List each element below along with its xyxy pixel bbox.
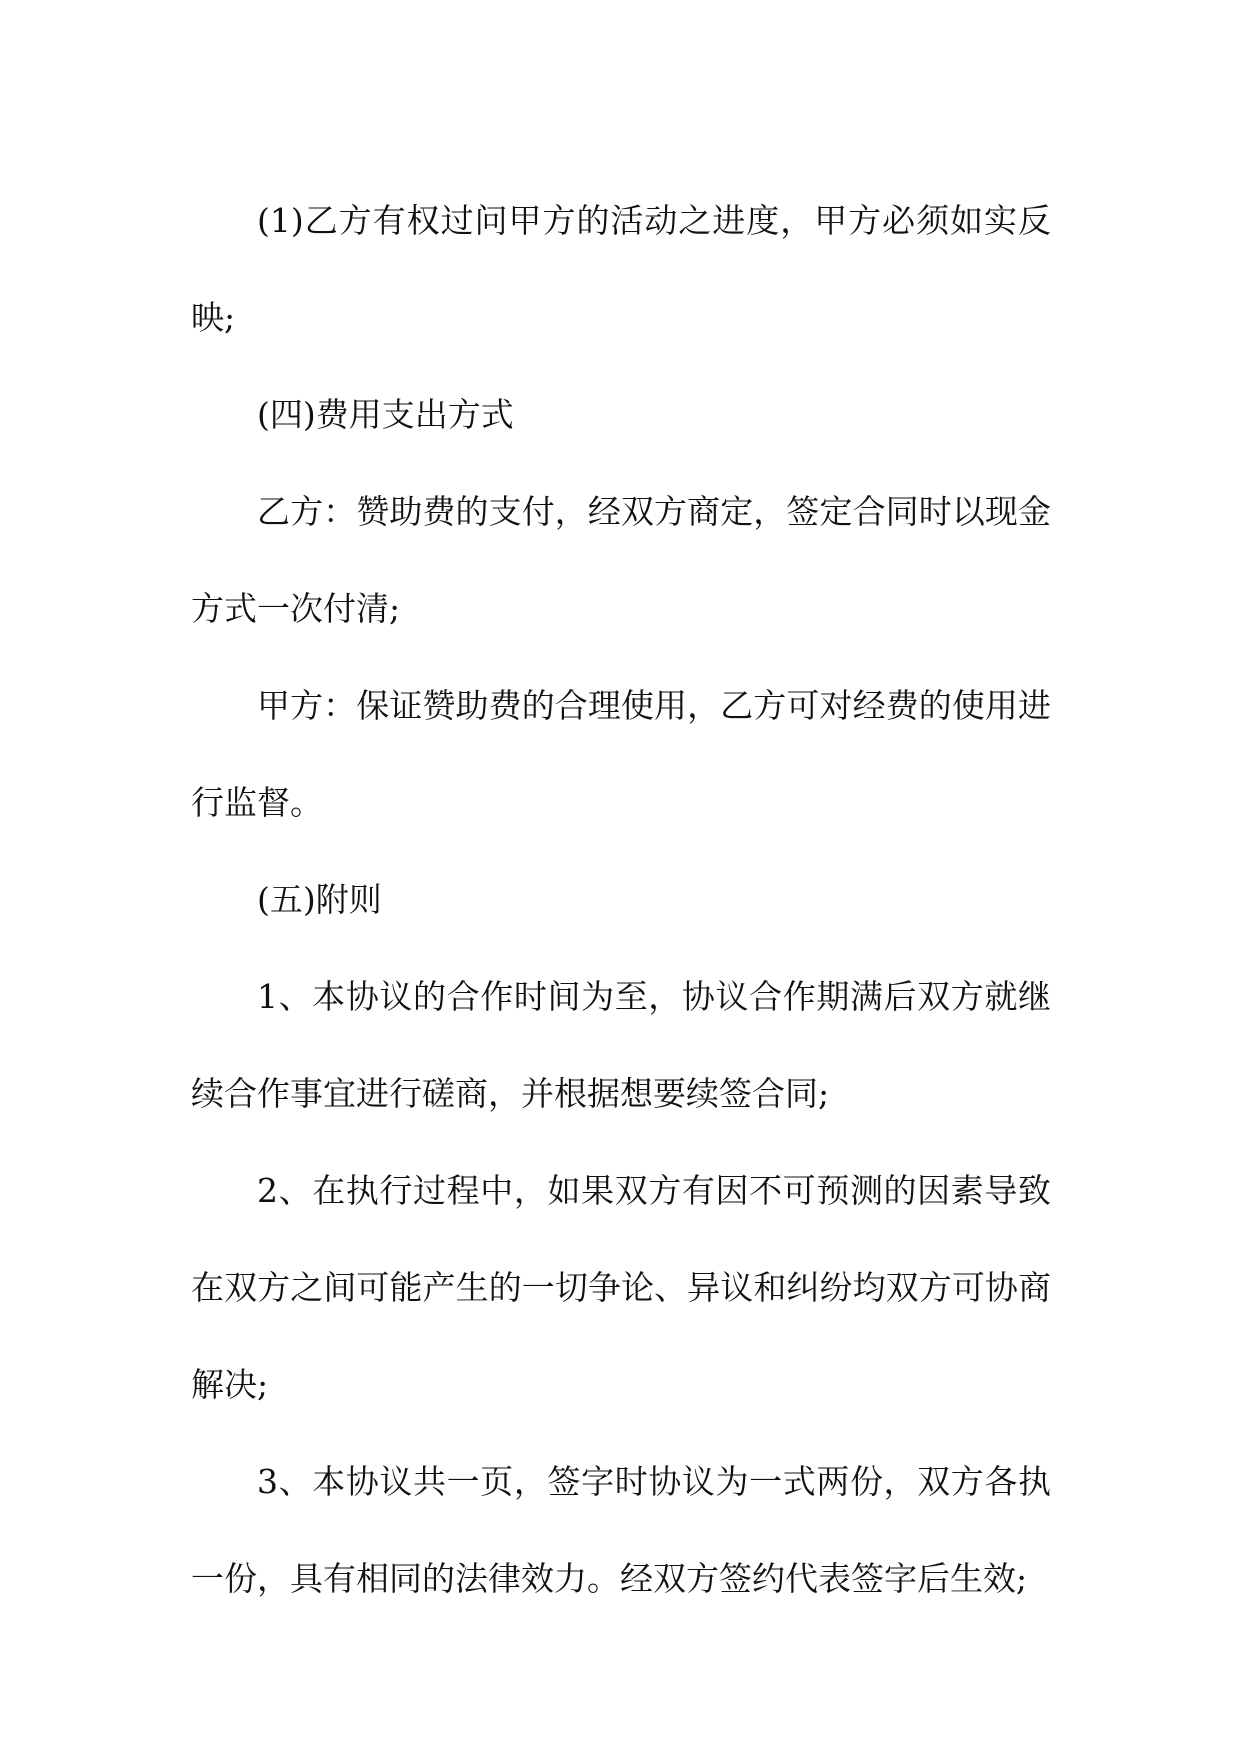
section-heading-expense-payment: (四)费用支出方式 bbox=[257, 395, 514, 434]
paragraph-party-a-usage: 甲方：保证赞助费的合理使用，乙方可对经费的使用进行监督。 bbox=[191, 686, 1051, 822]
paragraph-clause-1: 1、本协议的合作时间为至，协议合作期满后双方就继续合作事宜进行磋商，并根据想要续签合同; bbox=[191, 977, 1051, 1113]
paragraph-clause-3: 3、本协议共一页，签字时协议为一式两份，双方各执一份，具有相同的法律效力。经双方签约代表签字后生效; bbox=[191, 1462, 1051, 1598]
paragraph-party-b-payment: 乙方：赞助费的支付，经双方商定，签定合同时以现金方式一次付清; bbox=[191, 492, 1051, 628]
paragraph-clause-2: 2、在执行过程中，如果双方有因不可预测的因素导致在双方之间可能产生的一切争论、异议和纠纷均双方可协商解决; bbox=[191, 1171, 1051, 1404]
document-body bbox=[191, 172, 1051, 1627]
paragraph-right-to-inquire: (1)乙方有权过问甲方的活动之进度，甲方必须如实反映; bbox=[191, 201, 1051, 337]
section-heading-supplementary-provisions: (五)附则 bbox=[257, 880, 382, 919]
